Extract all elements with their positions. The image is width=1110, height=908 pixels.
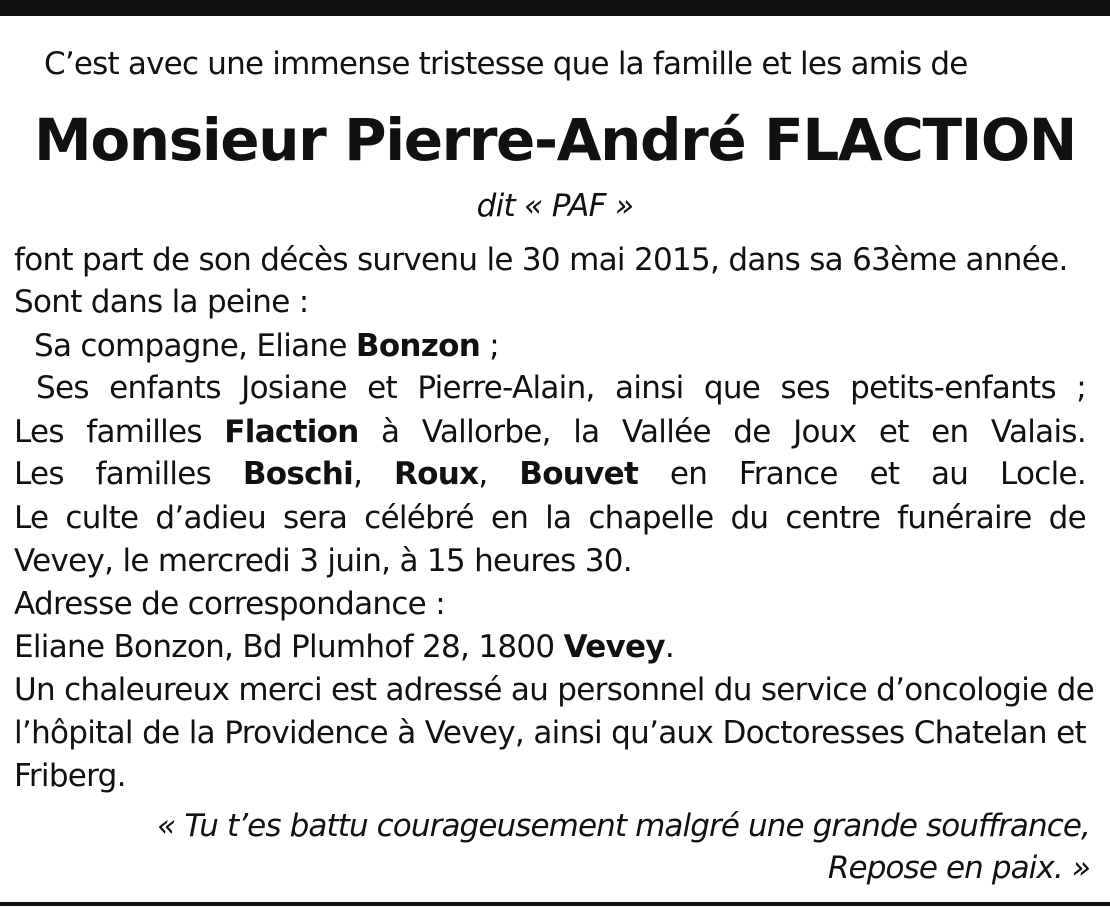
address-heading: Adresse de correspondance : [14, 586, 445, 622]
partner-line: Sa compagne, Eliane Bonzon ; [34, 328, 500, 364]
bottom-border [0, 902, 1110, 906]
thanks-line-3: Friberg. [14, 758, 126, 794]
mourners-heading: Sont dans la peine : [14, 284, 309, 320]
families-surname-flaction: Flaction [224, 414, 359, 450]
deceased-name: Monsieur Pierre-André FLACTION [34, 106, 1076, 174]
service-line-2: Vevey, le mercredi 3 juin, à 15 heures 30. [14, 543, 632, 579]
thanks-line-2: l’hôpital de la Providence à Vevey, ainsi qu’aux Doctoresses Chatelan et [14, 715, 1086, 751]
intro-text: C’est avec une immense tristesse que la famille et les amis de [44, 46, 968, 82]
announcement-line: font part de son décès survenu le 30 mai 2015, dans sa 63ème année. [14, 242, 1068, 278]
families-surname-boschi: Boschi [242, 456, 354, 492]
top-border [0, 0, 1110, 16]
thanks-line-1: Un chaleureux merci est adressé au personnel du service d’oncologie de [14, 672, 1095, 708]
address-city: Vevey [563, 629, 665, 665]
families-line-2: Les familles Boschi, Roux, Bouvet en France et au Locle. [14, 456, 1087, 492]
nickname: dit « PAF » [476, 188, 634, 224]
families-surname-bouvet: Bouvet [519, 456, 639, 492]
families-surname-roux: Roux [393, 456, 479, 492]
families-line-1: Les familles Flaction à Vallorbe, la Vallée de Joux et en Valais. [14, 414, 1086, 450]
quote-line-1: « Tu t’es battu courageusement malgré une grande souffrance, [157, 808, 1090, 844]
children-line: Ses enfants Josiane et Pierre-Alain, ainsi que ses petits-enfants ; [36, 370, 1086, 406]
quote-line-2: Repose en paix. » [827, 850, 1090, 886]
service-line-1: Le culte d’adieu sera célébré en la chapelle du centre funéraire de [14, 500, 1086, 536]
partner-surname: Bonzon [355, 328, 481, 364]
address-line: Eliane Bonzon, Bd Plumhof 28, 1800 Vevey. [14, 629, 675, 665]
